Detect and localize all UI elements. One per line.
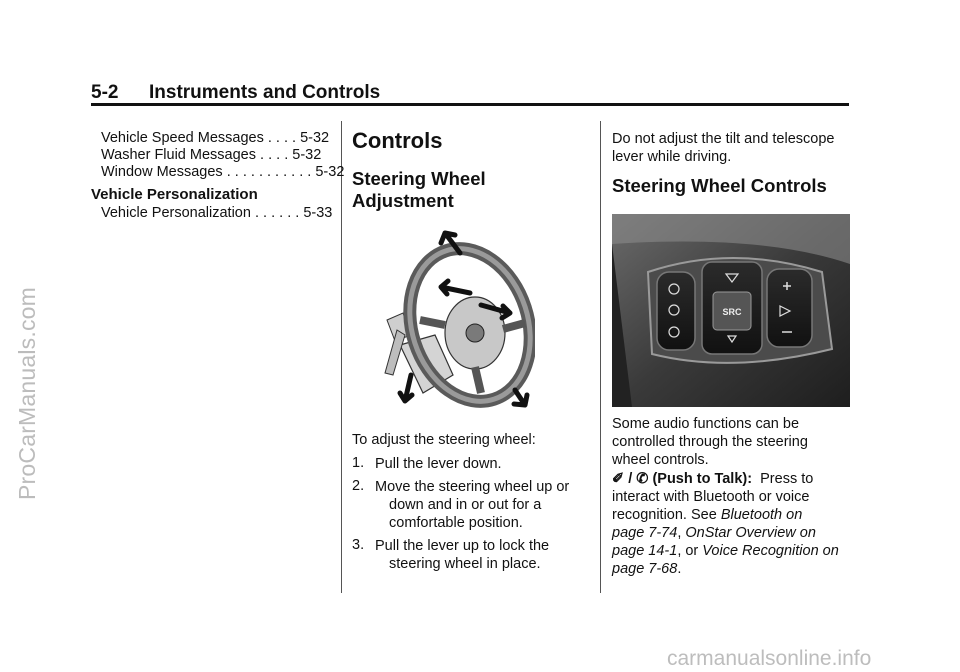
page-number: 5-2 (91, 82, 119, 103)
section-title: Instruments and Controls (149, 82, 381, 103)
side-watermark: ProCarManuals.com (14, 286, 40, 500)
step-number: 2. (352, 478, 365, 494)
section-heading: Controls (352, 128, 443, 153)
steering-controls-photo (612, 214, 850, 407)
step-text: Move the steering wheel up or down and in or out for a comfortable position. (375, 479, 570, 531)
toc-heading: Vehicle Personalization (91, 186, 258, 203)
controls-subheading: Steering Wheel Controls (612, 175, 827, 196)
header-rule (91, 103, 849, 106)
intro-text: To adjust the steering wheel: (352, 432, 536, 448)
link-voice-recognition-page[interactable]: page 7-68 (612, 561, 678, 577)
voice-icon: ✆ (636, 471, 649, 487)
subheading-line2: Adjustment (352, 190, 454, 211)
steering-wheel-illustration (375, 225, 535, 415)
subheading-line1: Steering Wheel (352, 168, 486, 189)
phone-icon: ✐ (612, 471, 625, 487)
toc-item[interactable]: Vehicle Personalization . . . . . . 5-33 (101, 205, 333, 221)
push-to-talk-entry: ✐ / ✆ (Push to Talk): Press to interact with Bluetooth or voice recognition. See Bluetooth on page 7-74, OnStar Overview on page 14-1, or Voice Recognition on page 7-68. (612, 471, 839, 577)
step-text: Pull the lever up to lock the steering wheel in place. (375, 538, 550, 572)
bottom-watermark: carmanualsonline.info (667, 647, 872, 670)
step-number: 1. (352, 455, 365, 471)
link-bluetooth[interactable]: Bluetooth on (720, 507, 803, 523)
ptt-label: (Push to Talk): (652, 471, 753, 487)
link-onstar[interactable]: OnStar Overview on (685, 525, 816, 541)
description-text: Some audio functions can be controlled through the steering wheel controls. (612, 416, 808, 468)
page-header (91, 82, 849, 104)
step-text: Pull the lever down. (375, 456, 502, 472)
column-divider-left (341, 121, 342, 593)
warning-text: Do not adjust the tilt and telescope lever while driving. (612, 131, 835, 165)
toc-item[interactable]: Vehicle Speed Messages . . . . 5-32 (101, 130, 330, 146)
link-bluetooth-page[interactable]: page 7-74 (612, 525, 678, 541)
step-number: 3. (352, 537, 365, 553)
link-onstar-page[interactable]: page 14-1 (612, 543, 678, 559)
toc-item[interactable]: Window Messages . . . . . . . . . . . 5-32 (101, 164, 345, 180)
column-divider-right (600, 121, 601, 593)
link-voice-recognition[interactable]: Voice Recognition on (702, 543, 839, 559)
toc-item[interactable]: Washer Fluid Messages . . . . 5-32 (101, 147, 322, 163)
src-button-label: SRC (722, 307, 742, 317)
ptt-separator: / (628, 471, 633, 487)
